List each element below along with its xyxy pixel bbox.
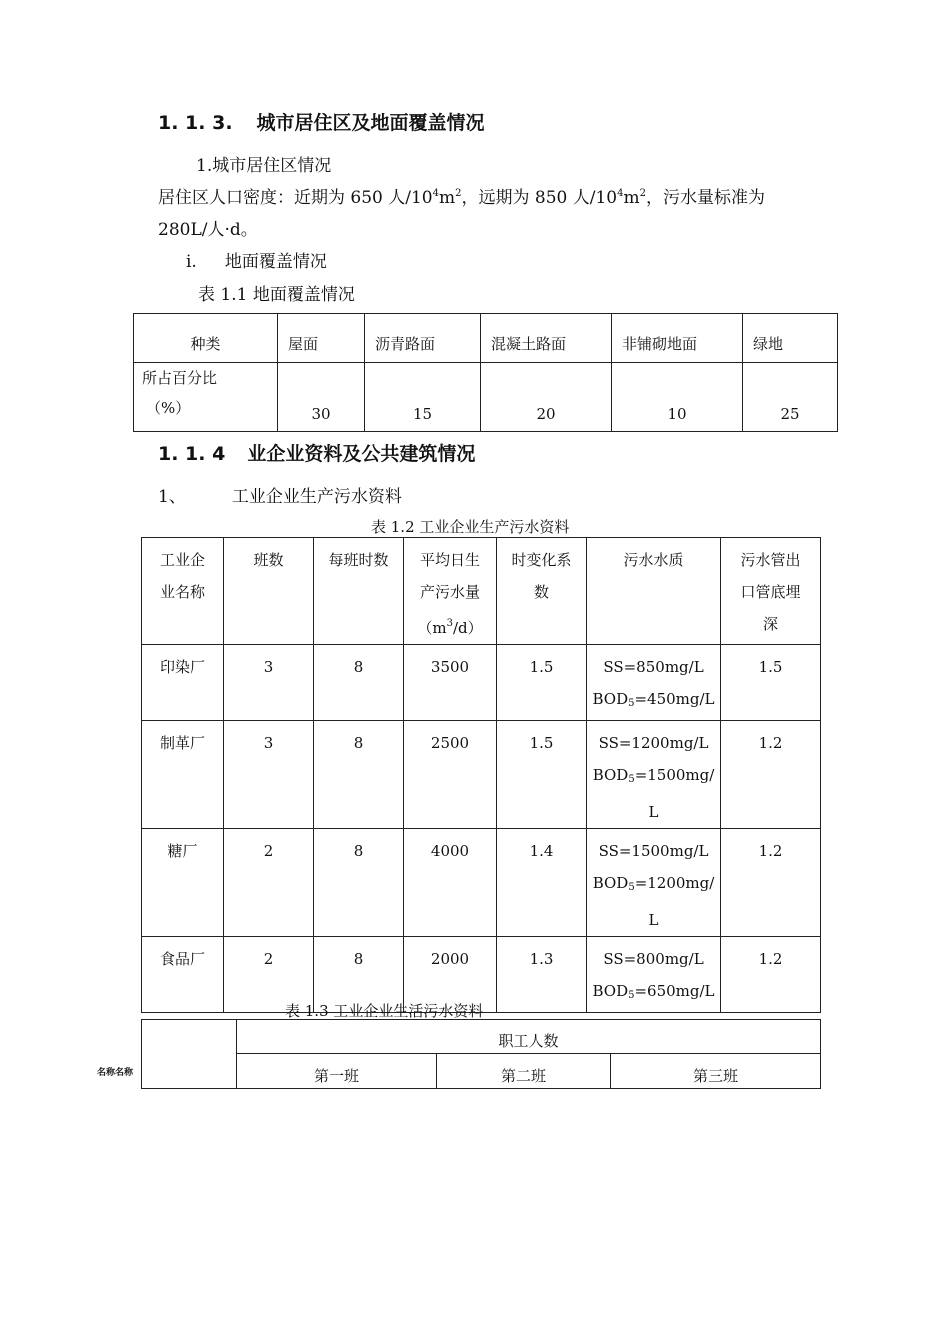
header-text: 口管底埋 xyxy=(740,583,801,601)
header-shifts-cell: 班数 xyxy=(224,538,314,645)
table1-caption: 表 1.1 地面覆盖情况 xyxy=(198,285,355,305)
header-text: 平均日生 xyxy=(419,551,480,569)
table-row xyxy=(142,1054,821,1089)
list-marker-i: i. xyxy=(186,252,197,272)
table-cell: 3 xyxy=(224,645,314,721)
table-cell: 1.4 xyxy=(497,829,587,937)
header-flow-cell xyxy=(404,538,497,645)
table-cell: 4000 xyxy=(404,829,497,937)
table-cell: 10 xyxy=(612,363,743,432)
header-text: 时变化系 xyxy=(511,551,572,569)
ss-value: SS=850mg/L xyxy=(603,658,704,676)
table-cell: 2 xyxy=(224,829,314,937)
domestic-wastewater-table xyxy=(141,1019,821,1089)
table-row xyxy=(142,645,821,721)
density-text-a: 居住区人口密度：近期为 650 人/10 xyxy=(158,188,433,208)
header-text: 业名称 xyxy=(159,583,205,601)
header-text xyxy=(404,608,496,644)
table-cell: 2000 xyxy=(404,937,497,1013)
group-header-cell: 职工人数 xyxy=(237,1020,821,1054)
production-wastewater-title: 工业企业生产污水资料 xyxy=(231,487,402,507)
table-cell: 1.2 xyxy=(721,937,821,1013)
header-name-cell xyxy=(142,538,224,645)
bod-wrap: L xyxy=(648,911,659,929)
table-cell: 3500 xyxy=(404,645,497,721)
bod-value xyxy=(587,867,720,904)
bod-value xyxy=(587,759,720,796)
table-cell: 制革厂 xyxy=(142,721,224,829)
density-exp-1: 4 xyxy=(432,188,439,199)
table-row xyxy=(142,721,821,829)
section-113-title: 城市居住区及地面覆盖情况 xyxy=(256,112,485,134)
density-exp-2: 2 xyxy=(455,188,462,199)
shift-header-cell: 第三班 xyxy=(611,1054,821,1089)
name-header-cell xyxy=(142,1020,237,1089)
shift-header-cell: 第二班 xyxy=(437,1054,611,1089)
quality-cell xyxy=(587,829,721,937)
section-114-title: 业企业资料及公共建筑情况 xyxy=(247,443,476,465)
bod-text: =450mg/L xyxy=(634,690,715,708)
density-exp-3: 4 xyxy=(617,188,624,199)
bod-text: BOD xyxy=(592,874,629,892)
section-114-heading xyxy=(158,439,475,466)
table-cell: 8 xyxy=(314,829,404,937)
table-cell: 食品厂 xyxy=(142,937,224,1013)
table-cell: 1.5 xyxy=(497,645,587,721)
bod-text: BOD xyxy=(592,690,629,708)
header-text: 深 xyxy=(762,615,778,633)
table-header-cell: 混凝土路面 xyxy=(481,314,612,363)
table-cell: 3 xyxy=(224,721,314,829)
table3-caption: 表 1.3 工业企业生活污水资料 xyxy=(285,1002,484,1020)
table-cell: 2500 xyxy=(404,721,497,829)
table-cell: 印染厂 xyxy=(142,645,224,721)
bod-subscript: 5 xyxy=(628,774,635,785)
table-row xyxy=(134,363,838,432)
table-row xyxy=(134,314,838,363)
subheading-ground-cover xyxy=(186,247,327,272)
row-label-cell xyxy=(134,363,278,432)
subheading-residential: 1.城市居住区情况 xyxy=(196,156,332,176)
bod-subscript: 5 xyxy=(628,882,635,893)
bod-text: BOD xyxy=(592,982,629,1000)
row-label-line1: 所占百分比 xyxy=(142,369,218,387)
header-superscript: 3 xyxy=(446,618,453,629)
table-cell: 30 xyxy=(278,363,365,432)
ground-cover-title: 地面覆盖情况 xyxy=(224,252,327,272)
subheading-production-wastewater xyxy=(158,482,402,507)
bod-value xyxy=(587,975,720,1012)
header-text: 产污水量 xyxy=(419,583,480,601)
bod-subscript: 5 xyxy=(628,990,635,1001)
bod-text: =1500mg/ xyxy=(634,766,715,784)
header-text-part: （m xyxy=(417,619,447,637)
header-text: 污水管出 xyxy=(740,551,801,569)
density-text-d: m xyxy=(623,188,640,208)
table-row xyxy=(142,829,821,937)
header-coef-cell xyxy=(497,538,587,645)
header-hours-cell: 每班时数 xyxy=(314,538,404,645)
table2-caption: 表 1.2 工业企业生产污水资料 xyxy=(371,518,570,536)
header-quality-cell: 污水水质 xyxy=(587,538,721,645)
density-text-c: ，远期为 850 人/10 xyxy=(461,188,618,208)
ss-value: SS=1500mg/L xyxy=(598,842,709,860)
quality-cell xyxy=(587,645,721,721)
table-header-cell: 屋面 xyxy=(278,314,365,363)
density-text-e: ，污水量标准为 xyxy=(646,188,765,208)
section-113-heading xyxy=(158,108,485,135)
density-paragraph-line1 xyxy=(158,183,765,208)
table-cell: 8 xyxy=(314,937,404,1013)
table-cell: 2 xyxy=(224,937,314,1013)
header-text: 工业企 xyxy=(159,551,205,569)
table-cell: 8 xyxy=(314,645,404,721)
density-exp-4: 2 xyxy=(639,188,646,199)
row-label-line2: （%） xyxy=(146,399,191,417)
quality-cell xyxy=(587,937,721,1013)
table-cell: 15 xyxy=(365,363,481,432)
table-cell: 1.2 xyxy=(721,829,821,937)
table-header-cell: 绿地 xyxy=(743,314,838,363)
table-row xyxy=(142,1020,821,1054)
bod-subscript: 5 xyxy=(628,698,635,709)
table-cell: 1.2 xyxy=(721,721,821,829)
header-text: 数 xyxy=(533,583,549,601)
bod-text: BOD xyxy=(592,766,629,784)
table-cell: 糖厂 xyxy=(142,829,224,937)
section-114-number: 1. 1. 4 xyxy=(158,443,226,465)
table-header-cell: 种类 xyxy=(134,314,278,363)
density-text-b: m xyxy=(439,188,456,208)
shift-header-cell: 第一班 xyxy=(237,1054,437,1089)
bod-text: =1200mg/ xyxy=(634,874,715,892)
table-cell: 20 xyxy=(481,363,612,432)
ss-value: SS=1200mg/L xyxy=(598,734,709,752)
table-cell: 1.5 xyxy=(497,721,587,829)
table-cell: 25 xyxy=(743,363,838,432)
header-depth-cell xyxy=(721,538,821,645)
table-cell: 1.3 xyxy=(497,937,587,1013)
quality-cell xyxy=(587,721,721,829)
production-wastewater-table xyxy=(141,537,821,1013)
bod-text: =650mg/L xyxy=(634,982,715,1000)
table-cell: 1.5 xyxy=(721,645,821,721)
table-cell: 8 xyxy=(314,721,404,829)
table-header-cell: 沥青路面 xyxy=(365,314,481,363)
bod-wrap: L xyxy=(648,803,659,821)
list-marker-1: 1、 xyxy=(158,487,186,507)
ss-value: SS=800mg/L xyxy=(603,950,704,968)
bod-value xyxy=(587,683,720,720)
header-text-part: /d） xyxy=(452,619,483,637)
section-113-number: 1. 1. 3. xyxy=(158,112,233,134)
table3-side-label: 名称名称 xyxy=(97,1068,134,1078)
density-paragraph-line2: 280L/人·d。 xyxy=(158,220,258,240)
ground-cover-table xyxy=(133,313,838,432)
table-row xyxy=(142,538,821,645)
table-header-cell: 非铺砌地面 xyxy=(612,314,743,363)
